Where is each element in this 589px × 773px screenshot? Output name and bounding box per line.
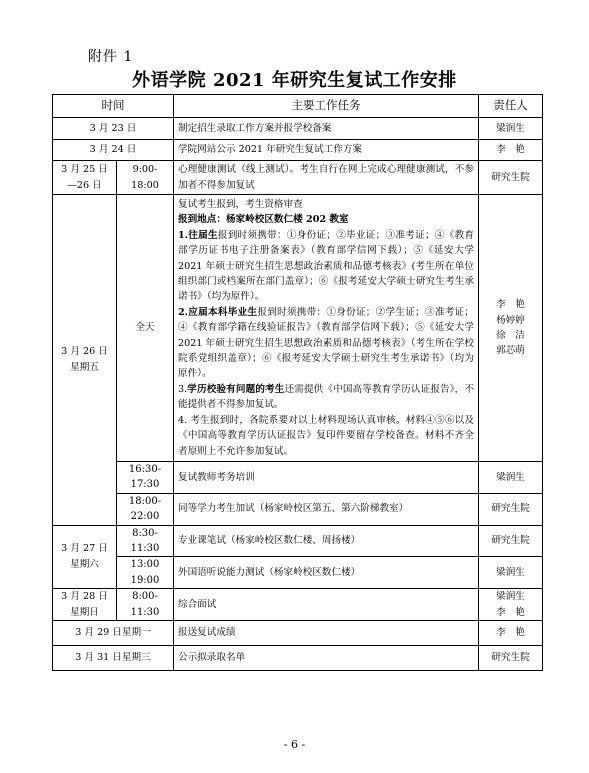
date-cell	[53, 195, 117, 526]
attachment-label: 附件 1	[88, 49, 134, 65]
table-row	[53, 621, 543, 646]
time-cell: 8:30-11:30	[117, 525, 174, 557]
owner-cell: 研究生院	[479, 493, 543, 525]
date-line: 星期日	[70, 606, 99, 618]
date-cell: 3 月 23 日	[53, 118, 174, 140]
date-line: 3 月 28 日	[61, 591, 108, 603]
date-line: —26 日	[67, 179, 102, 191]
task-item-3	[178, 382, 474, 413]
time-cell: 16:30-17:30	[117, 461, 174, 493]
task-cell	[174, 195, 479, 462]
task-cell: 报送复试成绩	[174, 621, 479, 646]
table-row	[53, 140, 543, 161]
task-cell: 心理健康测试（线上测试）。考生自行在网上完成心理健康测试，不参加者不得参加复试	[174, 161, 479, 195]
owner-cell: 李 艳	[479, 621, 543, 646]
time-cell: 13:00 19:00	[117, 557, 174, 589]
time-cell: 9:00-18:00	[117, 161, 174, 195]
owner-name: 徐 洁	[496, 329, 525, 341]
item-number: 3.	[178, 383, 188, 395]
owner-cell: 研究生院	[479, 161, 543, 195]
item-body: 报到时须携带：①身份证；②毕业证；③准考证；④《教育部学历证书电子注册备案表》（教育部学信网下载）；⑤《延安大学 2021 年硕士研究生招生思想政治素质和品德考核表》(考生所在单位组织部门或档案所在部门盖章）；⑥《报考延安大学硕士研究生考生承诺书》（均为原件）。	[178, 229, 475, 303]
header-time: 时间	[53, 95, 174, 118]
task-cell: 外国语听说能力测试（杨家岭校区数仁楼）	[174, 557, 479, 589]
owner-name: 李 艳	[496, 299, 525, 311]
date-line: 3 月 27 日	[61, 543, 108, 555]
table-row	[53, 525, 543, 557]
task-cell: 公示拟录取名单	[174, 646, 479, 671]
owner-name: 杨婷婷	[496, 314, 525, 326]
owner-cell: 梁润生	[479, 557, 543, 589]
item-body: 报到时须携带：①身份证；②学生证；③准考证；④《教育部学籍在线验证报告》（教育部学信网下载）；⑤《延安大学 2021 年硕士研究生招生思想政治素质和品德考核表》（考生所在学校院系党组织盖章）；⑥《报考延安大学硕士研究生考生承诺书》（均为原件）。	[178, 306, 475, 380]
task-intro: 复试考生报到，考生资格审查	[178, 199, 303, 210]
owner-cell: 研究生院	[479, 646, 543, 671]
header-task: 主要工作任务	[174, 95, 479, 118]
owner-cell	[479, 589, 543, 621]
page-title: 外语学院 2021 年研究生复试工作安排	[132, 70, 457, 91]
time-cell: 8:00-11:30	[117, 589, 174, 621]
date-cell	[53, 525, 117, 589]
item-heading: 1.往届生	[178, 229, 218, 241]
time-cell: 全天	[117, 195, 174, 462]
item-heading: 2.应届本科毕业生	[178, 306, 258, 318]
table-row	[53, 557, 543, 589]
table-header-row	[53, 95, 543, 118]
task-cell: 专业课笔试（杨家岭校区数仁楼、周扬楼）	[174, 525, 479, 557]
task-cell: 学院网站公示 2021 年研究生复试工作方案	[174, 140, 479, 161]
table-row	[53, 589, 543, 621]
task-location: 报到地点：杨家岭校区数仁楼 202 教室	[178, 214, 349, 226]
table-row	[53, 493, 543, 525]
owner-cell: 李 艳	[479, 140, 543, 161]
task-cell: 同等学力考生加试（杨家岭校区第五、第六阶梯教室）	[174, 493, 479, 525]
time-cell: 18:00-22:00	[117, 493, 174, 525]
owner-name: 梁润生	[496, 591, 525, 603]
table-row	[53, 161, 543, 195]
owner-name: 郭芯萌	[496, 345, 525, 357]
table-row	[53, 195, 543, 462]
header-owner: 责任人	[479, 95, 543, 118]
task-item-2	[178, 305, 474, 382]
date-cell: 3 月 24 日	[53, 140, 174, 161]
date-line: 星期五	[70, 361, 99, 373]
date-line: 3 月 25 日	[61, 164, 108, 176]
date-line: 3 月 26 日	[61, 346, 108, 358]
task-item-4: 4. 考生报到时，各院系要对以上材料现场认真审核。材料④⑤⑥以及《中国高等教育学历认证报告》复印件要留存学校备查。材料不齐全者原则上不允许参加复试。	[178, 414, 474, 457]
owner-cell: 研究生院	[479, 525, 543, 557]
item-heading: 学历校验有问题的考生	[187, 383, 285, 395]
table-row	[53, 646, 543, 671]
page-number: - 6 -	[283, 738, 306, 751]
table-row	[53, 461, 543, 493]
date-line: 星期六	[70, 558, 99, 570]
date-cell: 3 月 29 日星期一	[53, 621, 174, 646]
task-item-1	[178, 228, 474, 305]
schedule-table	[52, 94, 543, 671]
table-row	[53, 118, 543, 140]
owner-cell	[479, 195, 543, 462]
owner-name: 李 艳	[496, 606, 525, 618]
task-cell: 制定招生录取工作方案并报学校备案	[174, 118, 479, 140]
task-cell: 复试教师考务培训	[174, 461, 479, 493]
date-cell	[53, 161, 117, 195]
task-cell: 综合面试	[174, 589, 479, 621]
owner-cell: 梁润生	[479, 118, 543, 140]
date-cell: 3 月 31 日星期三	[53, 646, 174, 671]
date-cell	[53, 589, 117, 621]
item-body: 还需提供《中国高等教育学历认证报告》，不能提供者不得参加复试。	[178, 383, 474, 411]
owner-cell: 梁润生	[479, 461, 543, 493]
